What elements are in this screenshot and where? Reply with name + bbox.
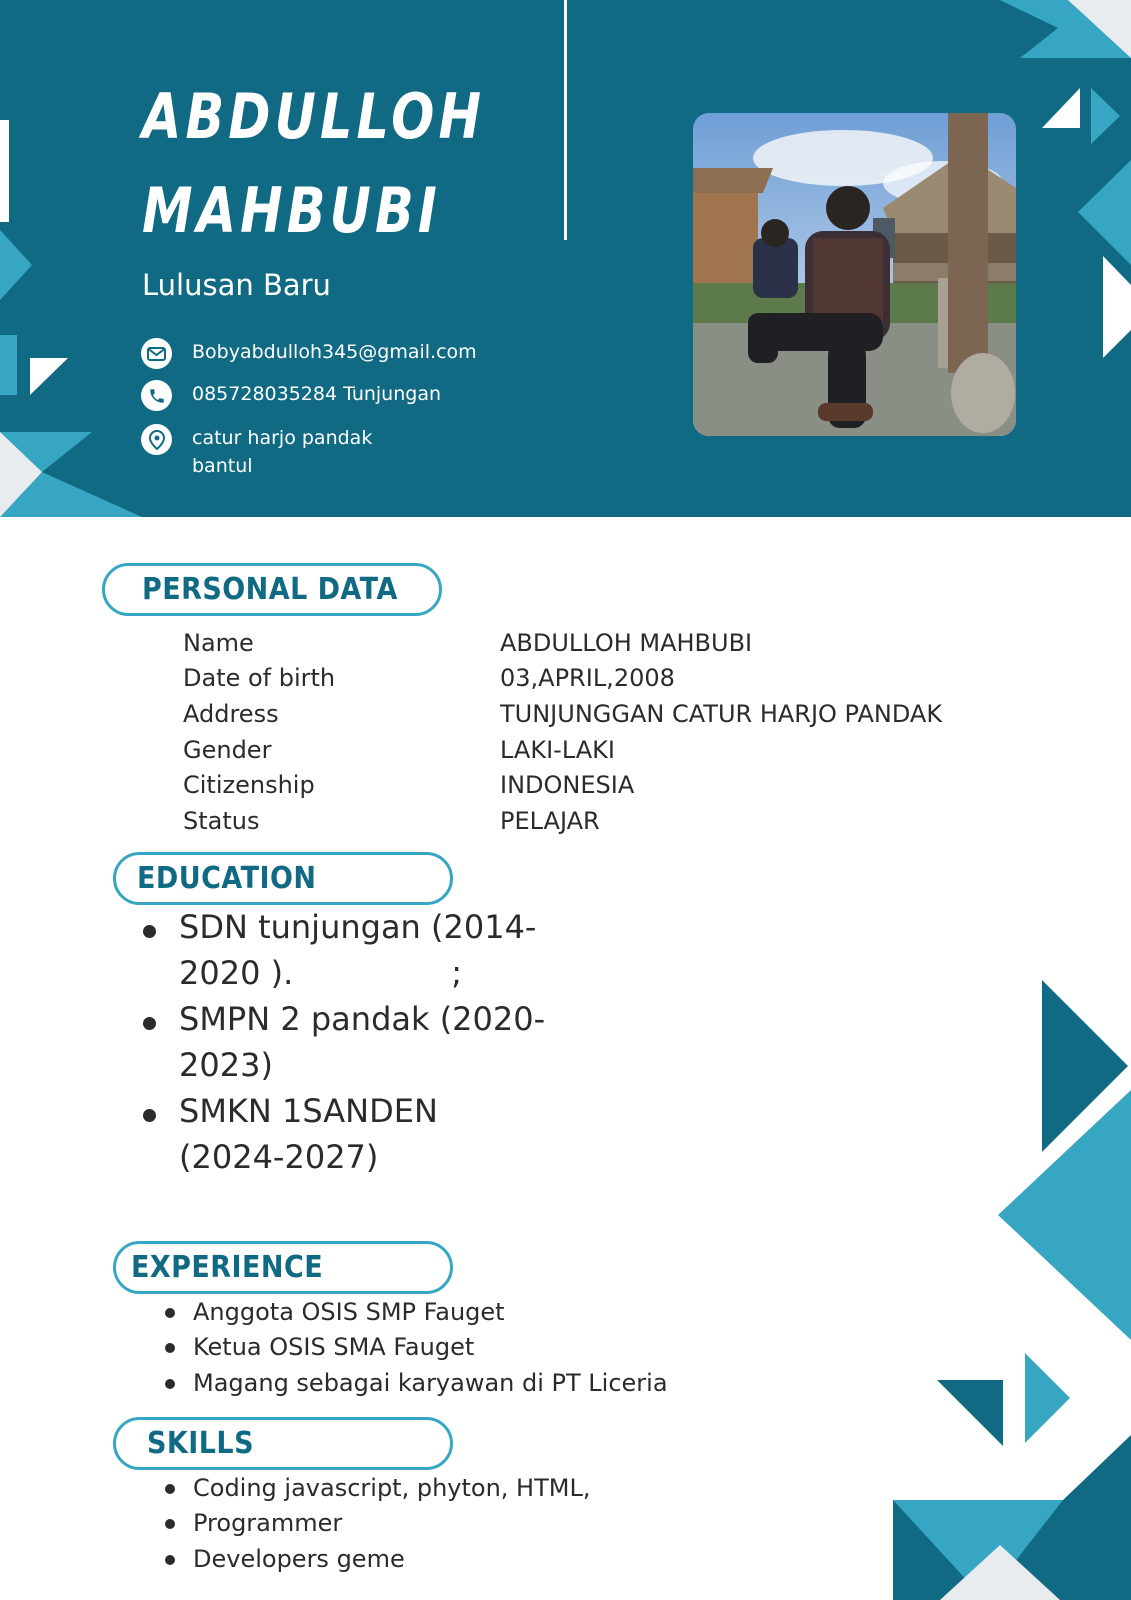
education-item-text <box>179 904 536 996</box>
list-item <box>141 904 581 996</box>
address-line-2: bantul <box>192 455 253 477</box>
education-line: SMPN 2 pandak (2020- <box>179 1000 546 1038</box>
experience-item-text: Anggota OSIS SMP Fauget <box>193 1297 505 1326</box>
table-row <box>183 696 942 732</box>
table-row <box>183 732 942 768</box>
row-value: TUNJUNGGAN CATUR HARJO PANDAK <box>500 699 943 728</box>
bullet-icon <box>162 1509 193 1537</box>
address-line-1: catur harjo pandak <box>192 427 373 449</box>
bullet-icon <box>162 1369 193 1397</box>
bullet-icon <box>141 904 179 996</box>
deco-shape <box>998 1090 1131 1340</box>
list-item <box>141 996 581 1088</box>
bullet-icon <box>162 1298 193 1326</box>
phone-text[interactable]: 085728035284 Tunjungan <box>192 383 442 405</box>
skills-title: SKILLS <box>147 1426 254 1461</box>
contact-address <box>141 424 372 480</box>
experience-list <box>162 1294 668 1401</box>
education-title: EDUCATION <box>137 861 317 896</box>
education-heading <box>113 852 453 905</box>
experience-item-text: Ketua OSIS SMA Fauget <box>193 1333 475 1362</box>
education-line: 2020 ). <box>179 954 294 992</box>
row-label: Name <box>183 628 254 657</box>
location-pin-icon <box>141 424 172 455</box>
contact-email <box>141 338 477 369</box>
deco-shape <box>893 1500 1063 1600</box>
row-label: Address <box>183 699 279 728</box>
bullet-icon <box>141 996 179 1088</box>
deco-shape <box>940 1545 1060 1600</box>
row-value: 03,APRIL,2008 <box>500 664 675 693</box>
email-icon <box>141 338 172 369</box>
row-label: Date of birth <box>183 664 336 693</box>
role-subtitle: Lulusan Baru <box>142 268 331 302</box>
row-label: Citizenship <box>183 771 315 800</box>
personal-data-table <box>183 625 942 839</box>
education-line-extra: ; <box>451 954 463 992</box>
skill-item-text: Programmer <box>193 1509 343 1538</box>
row-value: LAKI-LAKI <box>500 735 615 764</box>
name-heading-line-2: MAHBUBI <box>142 174 441 247</box>
list-item <box>162 1365 668 1401</box>
education-item-text <box>179 1088 438 1180</box>
deco-shape <box>1091 88 1120 144</box>
phone-icon <box>141 380 172 411</box>
name-heading-line-1: ABDULLOH <box>142 80 486 153</box>
bullet-icon <box>162 1474 193 1502</box>
bullet-icon <box>162 1333 193 1361</box>
deco-shape <box>1025 1353 1070 1443</box>
experience-title: EXPERIENCE <box>131 1250 324 1285</box>
education-item-text <box>179 996 545 1088</box>
deco-shape <box>893 1435 1131 1600</box>
deco-shape <box>0 120 9 222</box>
deco-shape <box>937 1380 1003 1446</box>
deco-shape <box>1042 88 1080 128</box>
contact-phone <box>141 380 441 411</box>
header-banner <box>0 0 1131 517</box>
skill-item-text: Coding javascript, phyton, HTML, <box>193 1473 591 1502</box>
list-item <box>162 1470 590 1506</box>
table-row <box>183 803 942 839</box>
row-value: PELAJAR <box>500 806 600 835</box>
header-divider <box>564 0 567 240</box>
skills-heading <box>113 1417 453 1470</box>
education-line: 2023) <box>179 1046 273 1084</box>
email-text[interactable]: Bobyabdulloh345@gmail.com <box>192 341 477 363</box>
table-row <box>183 661 942 697</box>
list-item <box>141 1088 581 1180</box>
deco-shape <box>1103 256 1131 358</box>
table-row <box>183 625 942 661</box>
list-item <box>162 1506 590 1542</box>
deco-shape <box>0 335 17 395</box>
experience-item-text: Magang sebagai karyawan di PT Liceria <box>193 1368 668 1397</box>
table-row <box>183 767 942 803</box>
personal-data-heading <box>102 563 442 616</box>
row-label: Status <box>183 806 260 835</box>
deco-shape <box>0 230 32 300</box>
row-label: Gender <box>183 735 272 764</box>
experience-heading <box>113 1241 453 1294</box>
list-item <box>162 1541 590 1577</box>
list-item <box>162 1330 668 1366</box>
row-value: ABDULLOH MAHBUBI <box>500 628 753 657</box>
deco-shape <box>30 358 68 395</box>
address-text <box>192 424 372 480</box>
deco-shape <box>1078 160 1131 265</box>
education-line: (2024-2027) <box>179 1138 379 1176</box>
education-line: SMKN 1SANDEN <box>179 1092 438 1130</box>
personal-data-title: PERSONAL DATA <box>142 572 398 607</box>
row-value: INDONESIA <box>500 771 635 800</box>
skill-item-text: Developers geme <box>193 1544 405 1573</box>
profile-photo <box>693 113 1016 436</box>
deco-shape <box>1042 980 1128 1152</box>
list-item <box>162 1294 668 1330</box>
education-list <box>141 904 581 1180</box>
bullet-icon <box>162 1545 193 1573</box>
education-line: SDN tunjungan (2014- <box>179 908 537 946</box>
skills-list <box>162 1470 590 1577</box>
bullet-icon <box>141 1088 179 1180</box>
